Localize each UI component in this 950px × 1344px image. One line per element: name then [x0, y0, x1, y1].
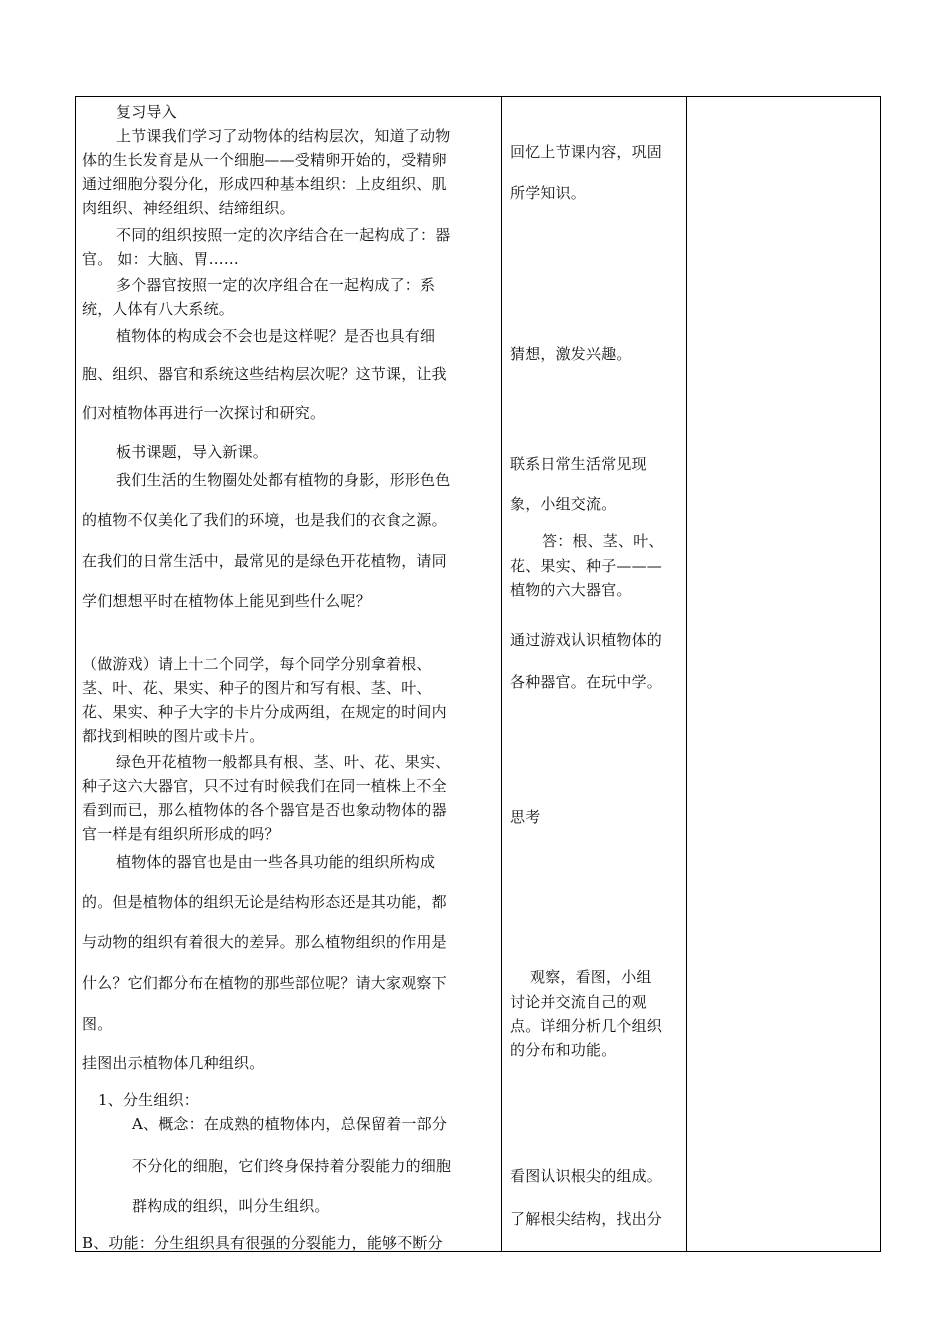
teacher-text-line: 官一样是有组织所形成的吗？ — [82, 825, 280, 843]
teacher-text-line: 们对植物体再进行一次探讨和研究。 — [82, 404, 326, 422]
student-text-line: 联系日常生活常见现 — [510, 455, 647, 473]
teacher-text-line: 花、果实、种子大字的卡片分成两组，在规定的时间内 — [82, 703, 447, 721]
teacher-text-line: 的。但是植物体的组织无论是结构形态还是其功能，都 — [82, 893, 447, 911]
student-text-line: 花、果实、种子——— — [510, 557, 663, 575]
student-text-line: 讨论并交流自己的观 — [510, 993, 647, 1011]
teacher-text-line: 体的生长发育是从一个细胞——受精卵开始的，受精卵 — [82, 151, 447, 169]
student-text-line: 看图认识根尖的组成。 — [510, 1167, 663, 1185]
teacher-activity-column — [76, 97, 502, 1251]
teacher-text-line: 多个器官按照一定的次序组合在一起构成了：系 — [116, 276, 436, 294]
teacher-text-line: 茎、叶、花、果实、种子的图片和写有根、茎、叶、 — [82, 679, 432, 697]
student-text-line: 猜想，激发兴趣。 — [510, 345, 632, 363]
teacher-text-line: 学们想想平时在植物体上能见到些什么呢？ — [82, 592, 371, 610]
teacher-text-line: 我们生活的生物圈处处都有植物的身影，形形色色 — [116, 471, 451, 489]
student-text-line: 点。详细分析几个组织 — [510, 1017, 663, 1035]
student-text-line: 象，小组交流。 — [510, 495, 617, 513]
teacher-text-line: 在我们的日常生活中，最常见的是绿色开花植物，请同 — [82, 552, 447, 570]
teacher-text-line: 肉组织、神经组织、结缔组织。 — [82, 199, 295, 217]
student-text-line: 答：根、茎、叶、 — [542, 532, 664, 550]
teacher-text-line: 不分化的细胞，它们终身保持着分裂能力的细胞 — [132, 1157, 452, 1175]
teacher-text-line: 看到而已，那么植物体的各个器官是否也象动物体的器 — [82, 801, 447, 819]
teacher-text-line: （做游戏）请上十二个同学，每个同学分别拿着根、 — [82, 655, 432, 673]
student-text-line: 思考 — [510, 808, 541, 826]
teacher-text-line: 与动物的组织有着很大的差异。那么植物组织的作用是 — [82, 933, 447, 951]
teacher-text-line: 都找到相映的图片或卡片。 — [82, 727, 265, 745]
student-text-line: 通过游戏认识植物体的 — [510, 631, 663, 649]
teacher-text-line: B、功能：分生组织具有很强的分裂能力，能够不断分 — [82, 1234, 443, 1252]
teacher-text-line: 1、分生组织： — [98, 1091, 199, 1109]
student-text-line: 观察，看图，小组 — [530, 968, 652, 986]
teacher-text-line: 上节课我们学习了动物体的结构层次，知道了动物 — [116, 127, 451, 145]
student-activity-column — [502, 97, 687, 1251]
teacher-text-line: 复习导入 — [116, 103, 177, 121]
teacher-text-line: 植物体的器官也是由一些各具功能的组织所构成 — [116, 853, 436, 871]
teacher-text-line: 统，人体有八大系统。 — [82, 300, 235, 318]
teacher-text-line: 的植物不仅美化了我们的环境，也是我们的衣食之源。 — [82, 511, 447, 529]
student-text-line: 各种器官。在玩中学。 — [510, 673, 663, 691]
teacher-text-line: 群构成的组织，叫分生组织。 — [132, 1197, 330, 1215]
teacher-text-line: 不同的组织按照一定的次序结合在一起构成了：器 — [116, 226, 451, 244]
student-text-line: 了解根尖结构，找出分 — [510, 1210, 663, 1228]
student-text-line: 的分布和功能。 — [510, 1041, 617, 1059]
student-text-line: 所学知识。 — [510, 184, 587, 202]
student-text-line: 植物的六大器官。 — [510, 581, 632, 599]
lesson-plan-table — [75, 96, 881, 1252]
teacher-text-line: 植物体的构成会不会也是这样呢？是否也具有细 — [116, 327, 436, 345]
teacher-text-line: 图。 — [82, 1015, 113, 1033]
teacher-text-line: A、概念：在成熟的植物体内，总保留着一部分 — [132, 1115, 448, 1133]
student-text-line: 回忆上节课内容，巩固 — [510, 143, 663, 161]
teacher-text-line: 绿色开花植物一般都具有根、茎、叶、花、果实、 — [116, 753, 451, 771]
teacher-text-line: 官。 如：大脑、胃…… — [82, 250, 239, 268]
teacher-text-line: 挂图出示植物体几种组织。 — [82, 1054, 265, 1072]
teacher-text-line: 板书课题，导入新课。 — [116, 443, 269, 461]
teacher-text-line: 什么？它们都分布在植物的那些部位呢？请大家观察下 — [82, 974, 447, 992]
notes-column — [687, 97, 880, 1251]
teacher-text-line: 通过细胞分裂分化，形成四种基本组织：上皮组织、肌 — [82, 175, 447, 193]
teacher-text-line: 胞、组织、器官和系统这些结构层次呢？这节课，让我 — [82, 365, 447, 383]
teacher-text-line: 种子这六大器官，只不过有时候我们在同一植株上不全 — [82, 777, 447, 795]
